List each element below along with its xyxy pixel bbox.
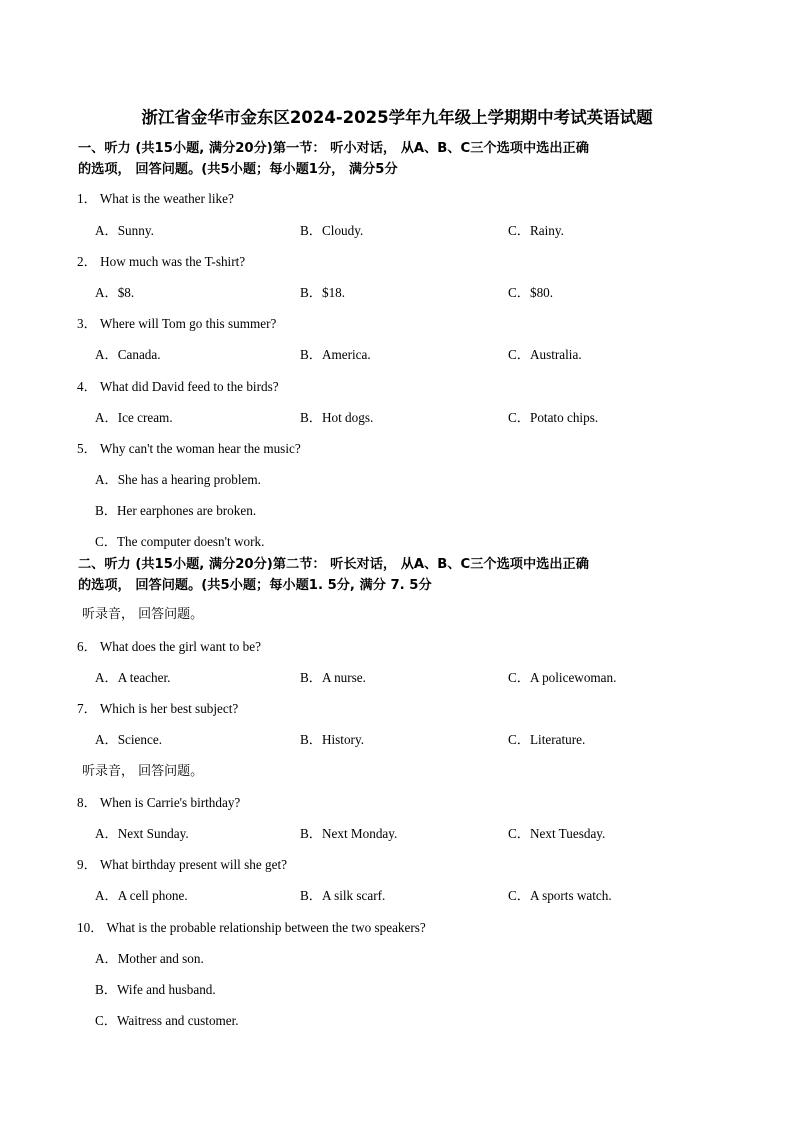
page-title: 浙江省金华市金东区2024-2025学年九年级上学期期中考试英语试题 (141, 108, 653, 127)
question-number: 10． (77, 920, 104, 935)
section-1-line-1: 一、听力 (共15小题, 满分20分)第一节： 听小对话， 从A、B、C三个选项中选出正确 (78, 141, 589, 156)
option-5a: A．She has a hearing problem. (95, 472, 261, 487)
question-7 (77, 698, 238, 717)
section-1-line-2: 的选项， 回答问题。(共5小题；每小题1分， 满分5分 (78, 162, 398, 177)
question-1 (77, 188, 234, 207)
section-2-line-1: 二、听力 (共15小题, 满分20分)第二节： 听长对话， 从A、B、C三个选项中选出正确 (78, 557, 589, 572)
option-1a: A．Sunny. (95, 223, 154, 238)
option-10c: C．Waitress and customer. (95, 1013, 239, 1028)
question-number: 8． (77, 795, 97, 810)
option-10b: B．Wife and husband. (95, 982, 216, 997)
option-1c: C．Rainy. (508, 223, 564, 238)
option-4b: B．Hot dogs. (300, 410, 374, 425)
question-number: 2． (77, 254, 97, 269)
option-9b: B．A silk scarf. (300, 888, 386, 903)
section-1-heading (78, 138, 728, 180)
option-5c: C．The computer doesn't work. (95, 534, 265, 549)
question-number: 4． (77, 379, 97, 394)
option-2a: A．$8. (95, 285, 135, 300)
option-7a: A．Science. (95, 732, 163, 747)
option-10a: A．Mother and son. (95, 951, 204, 966)
section-2-heading (78, 554, 728, 596)
listen-prompt-1: 听录音， 回答问题。 (82, 607, 204, 622)
question-number: 6． (77, 639, 97, 654)
question-text: What did David feed to the birds? (99, 379, 279, 394)
question-text: What is the probable relationship between the two speakers? (106, 920, 426, 935)
option-1b: B．Cloudy. (300, 223, 364, 238)
option-8b: B．Next Monday. (300, 826, 398, 841)
option-8a: A．Next Sunday. (95, 826, 189, 841)
option-4a: A．Ice cream. (95, 410, 173, 425)
question-text: Why can't the woman hear the music? (99, 441, 301, 456)
option-3b: B．America. (300, 347, 371, 362)
question-number: 7． (77, 701, 97, 716)
option-8c: C．Next Tuesday. (508, 826, 606, 841)
question-text: How much was the T-shirt? (100, 254, 246, 269)
section-2-line-2: 的选项， 回答问题。(共5小题；每小题1. 5分, 满分 7. 5分 (78, 578, 432, 593)
question-10 (77, 917, 426, 936)
question-text: What birthday present will she get? (99, 857, 287, 872)
option-5b: B．Her earphones are broken. (95, 503, 257, 518)
option-3a: A．Canada. (95, 347, 161, 362)
listen-prompt-2: 听录音， 回答问题。 (82, 764, 204, 779)
option-2b: B．$18. (300, 285, 346, 300)
option-6c: C．A policewoman. (508, 670, 617, 685)
question-9 (77, 854, 287, 873)
question-text: What does the girl want to be? (99, 639, 261, 654)
question-number: 3． (77, 316, 97, 331)
question-text: Which is her best subject? (99, 701, 239, 716)
question-8 (77, 792, 240, 811)
option-9a: A．A cell phone. (95, 888, 188, 903)
question-number: 5． (77, 441, 97, 456)
question-3 (77, 313, 276, 332)
question-4 (77, 376, 279, 395)
question-text: Where will Tom go this summer? (99, 316, 277, 331)
option-7b: B．History. (300, 732, 364, 747)
question-number: 9． (77, 857, 97, 872)
option-7c: C．Literature. (508, 732, 586, 747)
question-number: 1． (77, 191, 97, 206)
question-2 (77, 251, 245, 270)
question-text: When is Carrie's birthday? (99, 795, 241, 810)
question-text: What is the weather like? (99, 191, 234, 206)
option-6b: B．A nurse. (300, 670, 366, 685)
option-2c: C．$80. (508, 285, 554, 300)
option-3c: C．Australia. (508, 347, 582, 362)
option-6a: A．A teacher. (95, 670, 171, 685)
question-5 (77, 438, 301, 457)
question-6 (77, 636, 261, 655)
option-9c: C．A sports watch. (508, 888, 612, 903)
option-4c: C．Potato chips. (508, 410, 599, 425)
